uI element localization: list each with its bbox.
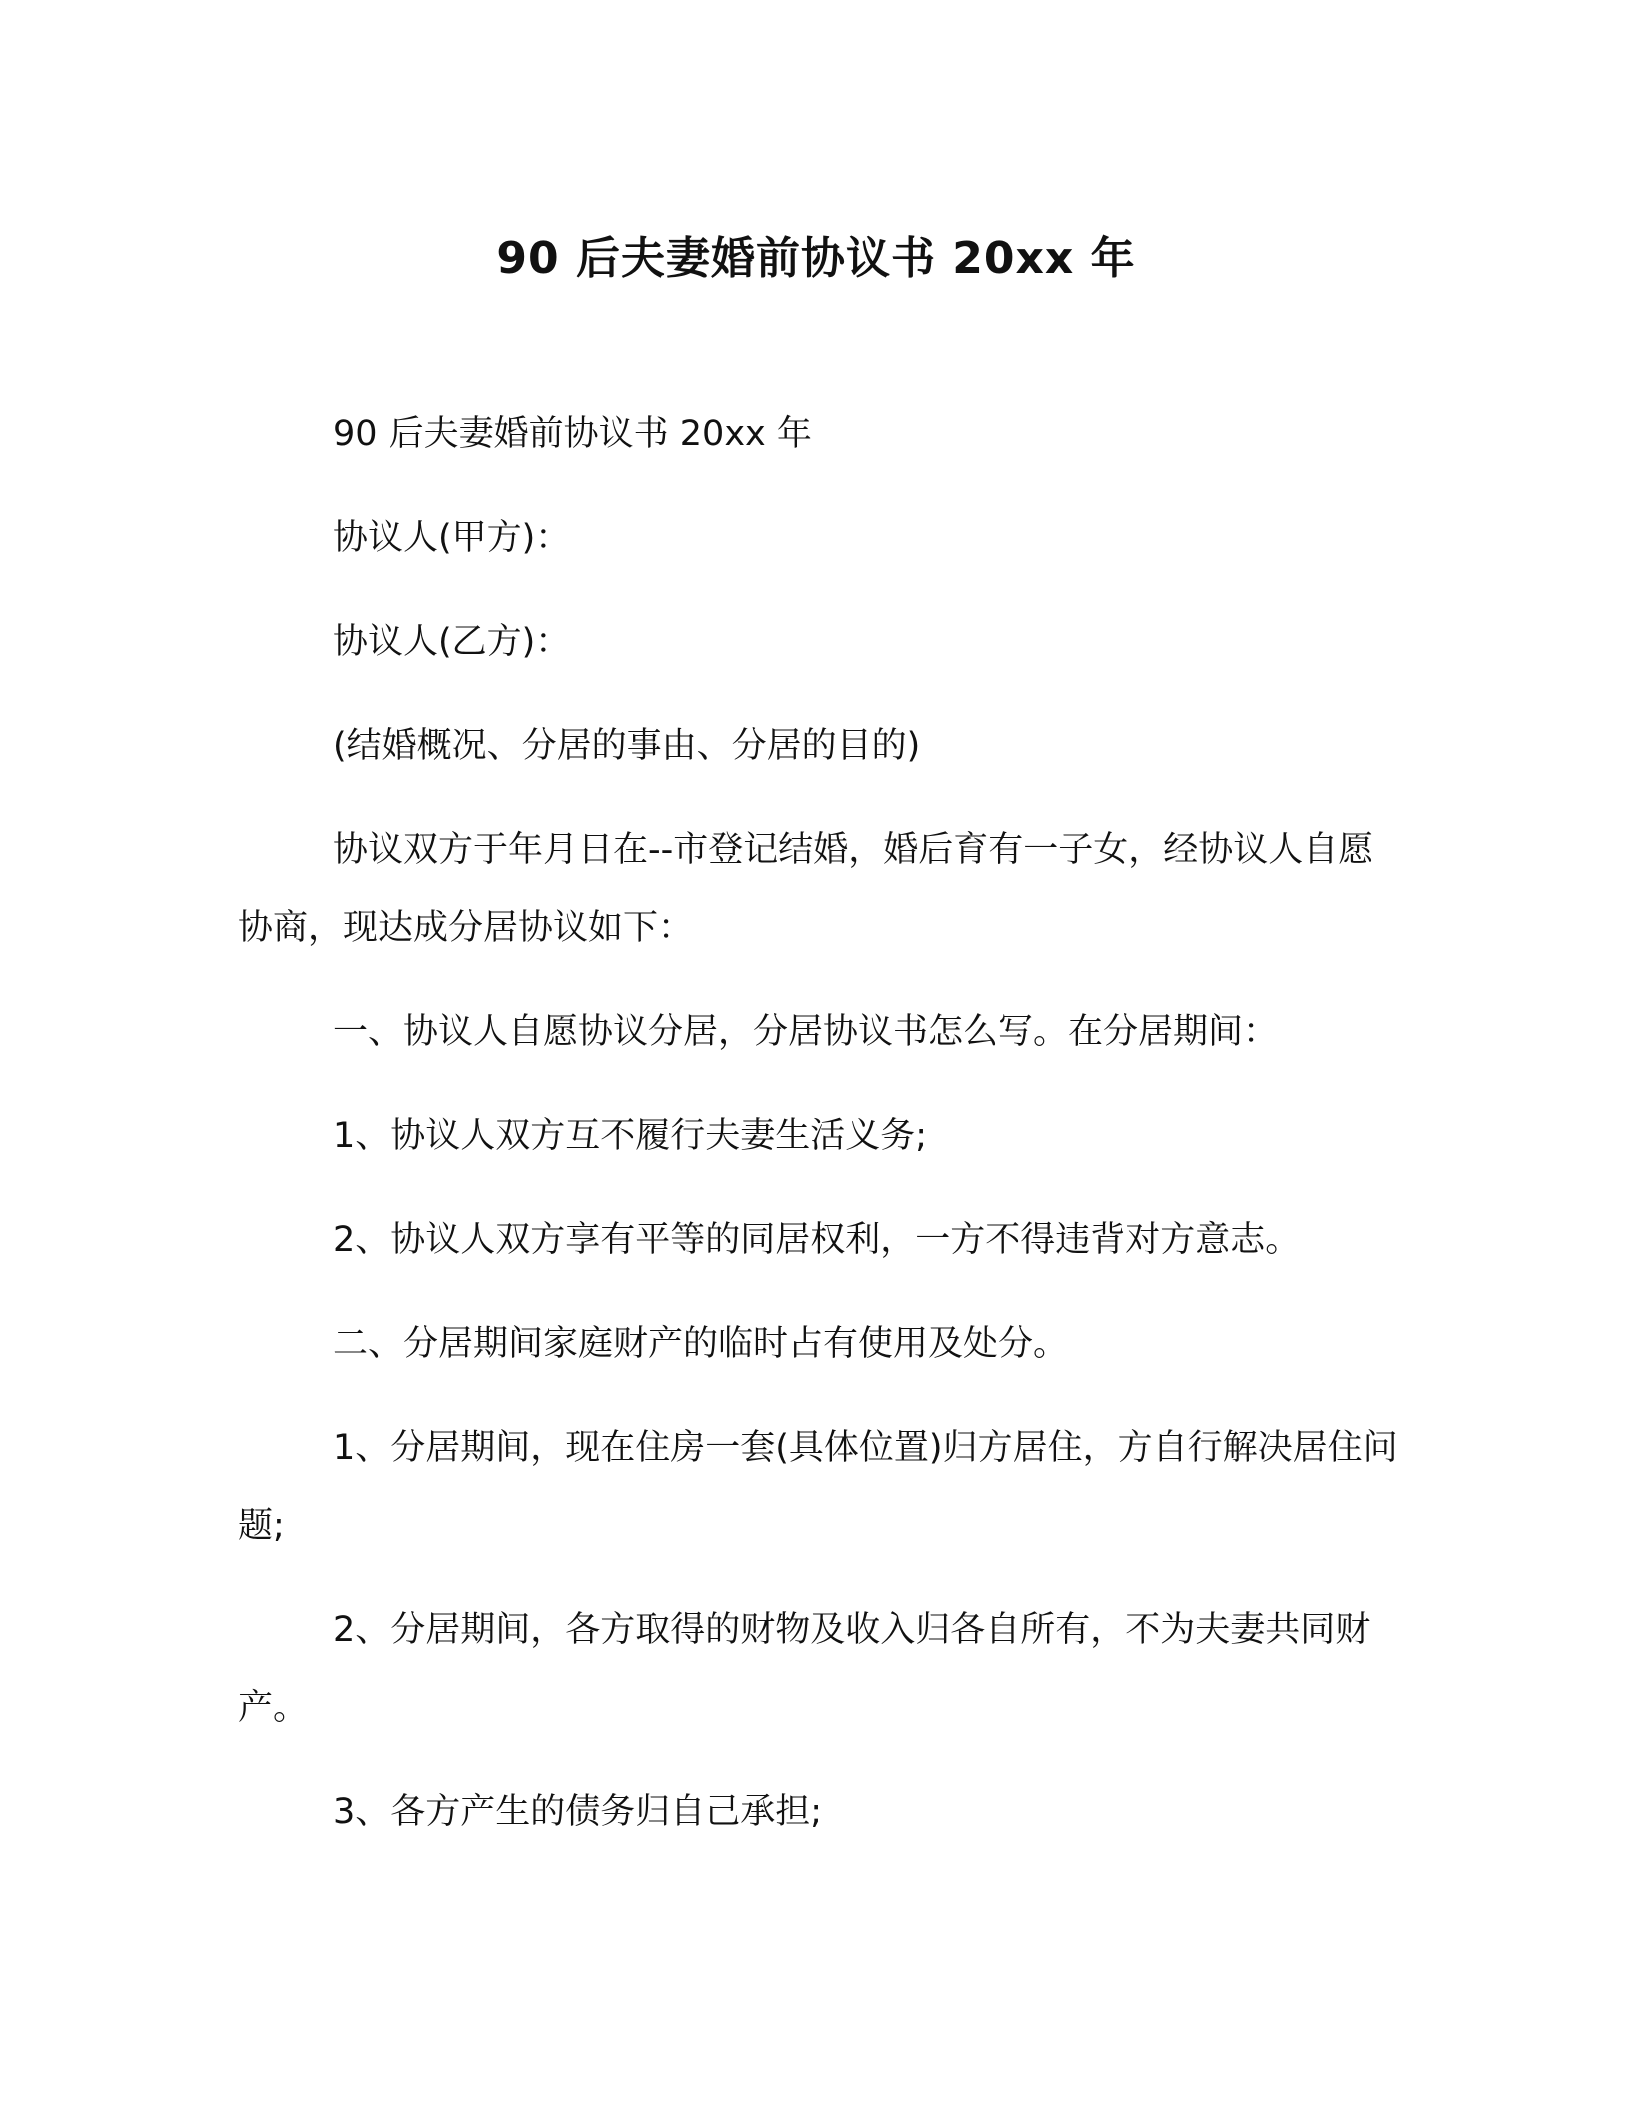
paragraph-item-2-2: 2、分居期间，各方取得的财物及收入归各自所有，不为夫妻共同财产。 (238, 1610, 1371, 1728)
paragraph-section-two: 二、分居期间家庭财产的临时占有使用及处分。 (333, 1324, 1069, 1364)
paragraph-party-a: 协议人(甲方)： (333, 518, 571, 558)
document-title: 90 后夫妻婚前协议书 20xx 年 (496, 233, 1136, 284)
paragraph-subtitle: 90 后夫妻婚前协议书 20xx 年 (333, 414, 812, 454)
paragraph-item-2-1: 1、分居期间，现在住房一套(具体位置)归方居住，方自行解决居住问题; (238, 1428, 1398, 1546)
paragraph-marriage-summary: (结婚概况、分居的事由、分居的目的) (333, 726, 921, 766)
paragraph-agreement-intro: 协议双方于年月日在--市登记结婚，婚后育有一子女，经协议人自愿协商，现达成分居协议如下： (238, 830, 1374, 948)
paragraph-party-b: 协议人(乙方)： (333, 622, 571, 662)
paragraph-item-2-3: 3、各方产生的债务归自己承担; (333, 1792, 823, 1832)
paragraph-section-one: 一、协议人自愿协议分居，分居协议书怎么写。在分居期间： (333, 1012, 1279, 1052)
document-body (238, 395, 1398, 1877)
paragraph-item-1-2: 2、协议人双方享有平等的同居权利，一方不得违背对方意志。 (333, 1220, 1301, 1260)
paragraph-item-1-1: 1、协议人双方互不履行夫妻生活义务; (333, 1116, 928, 1156)
